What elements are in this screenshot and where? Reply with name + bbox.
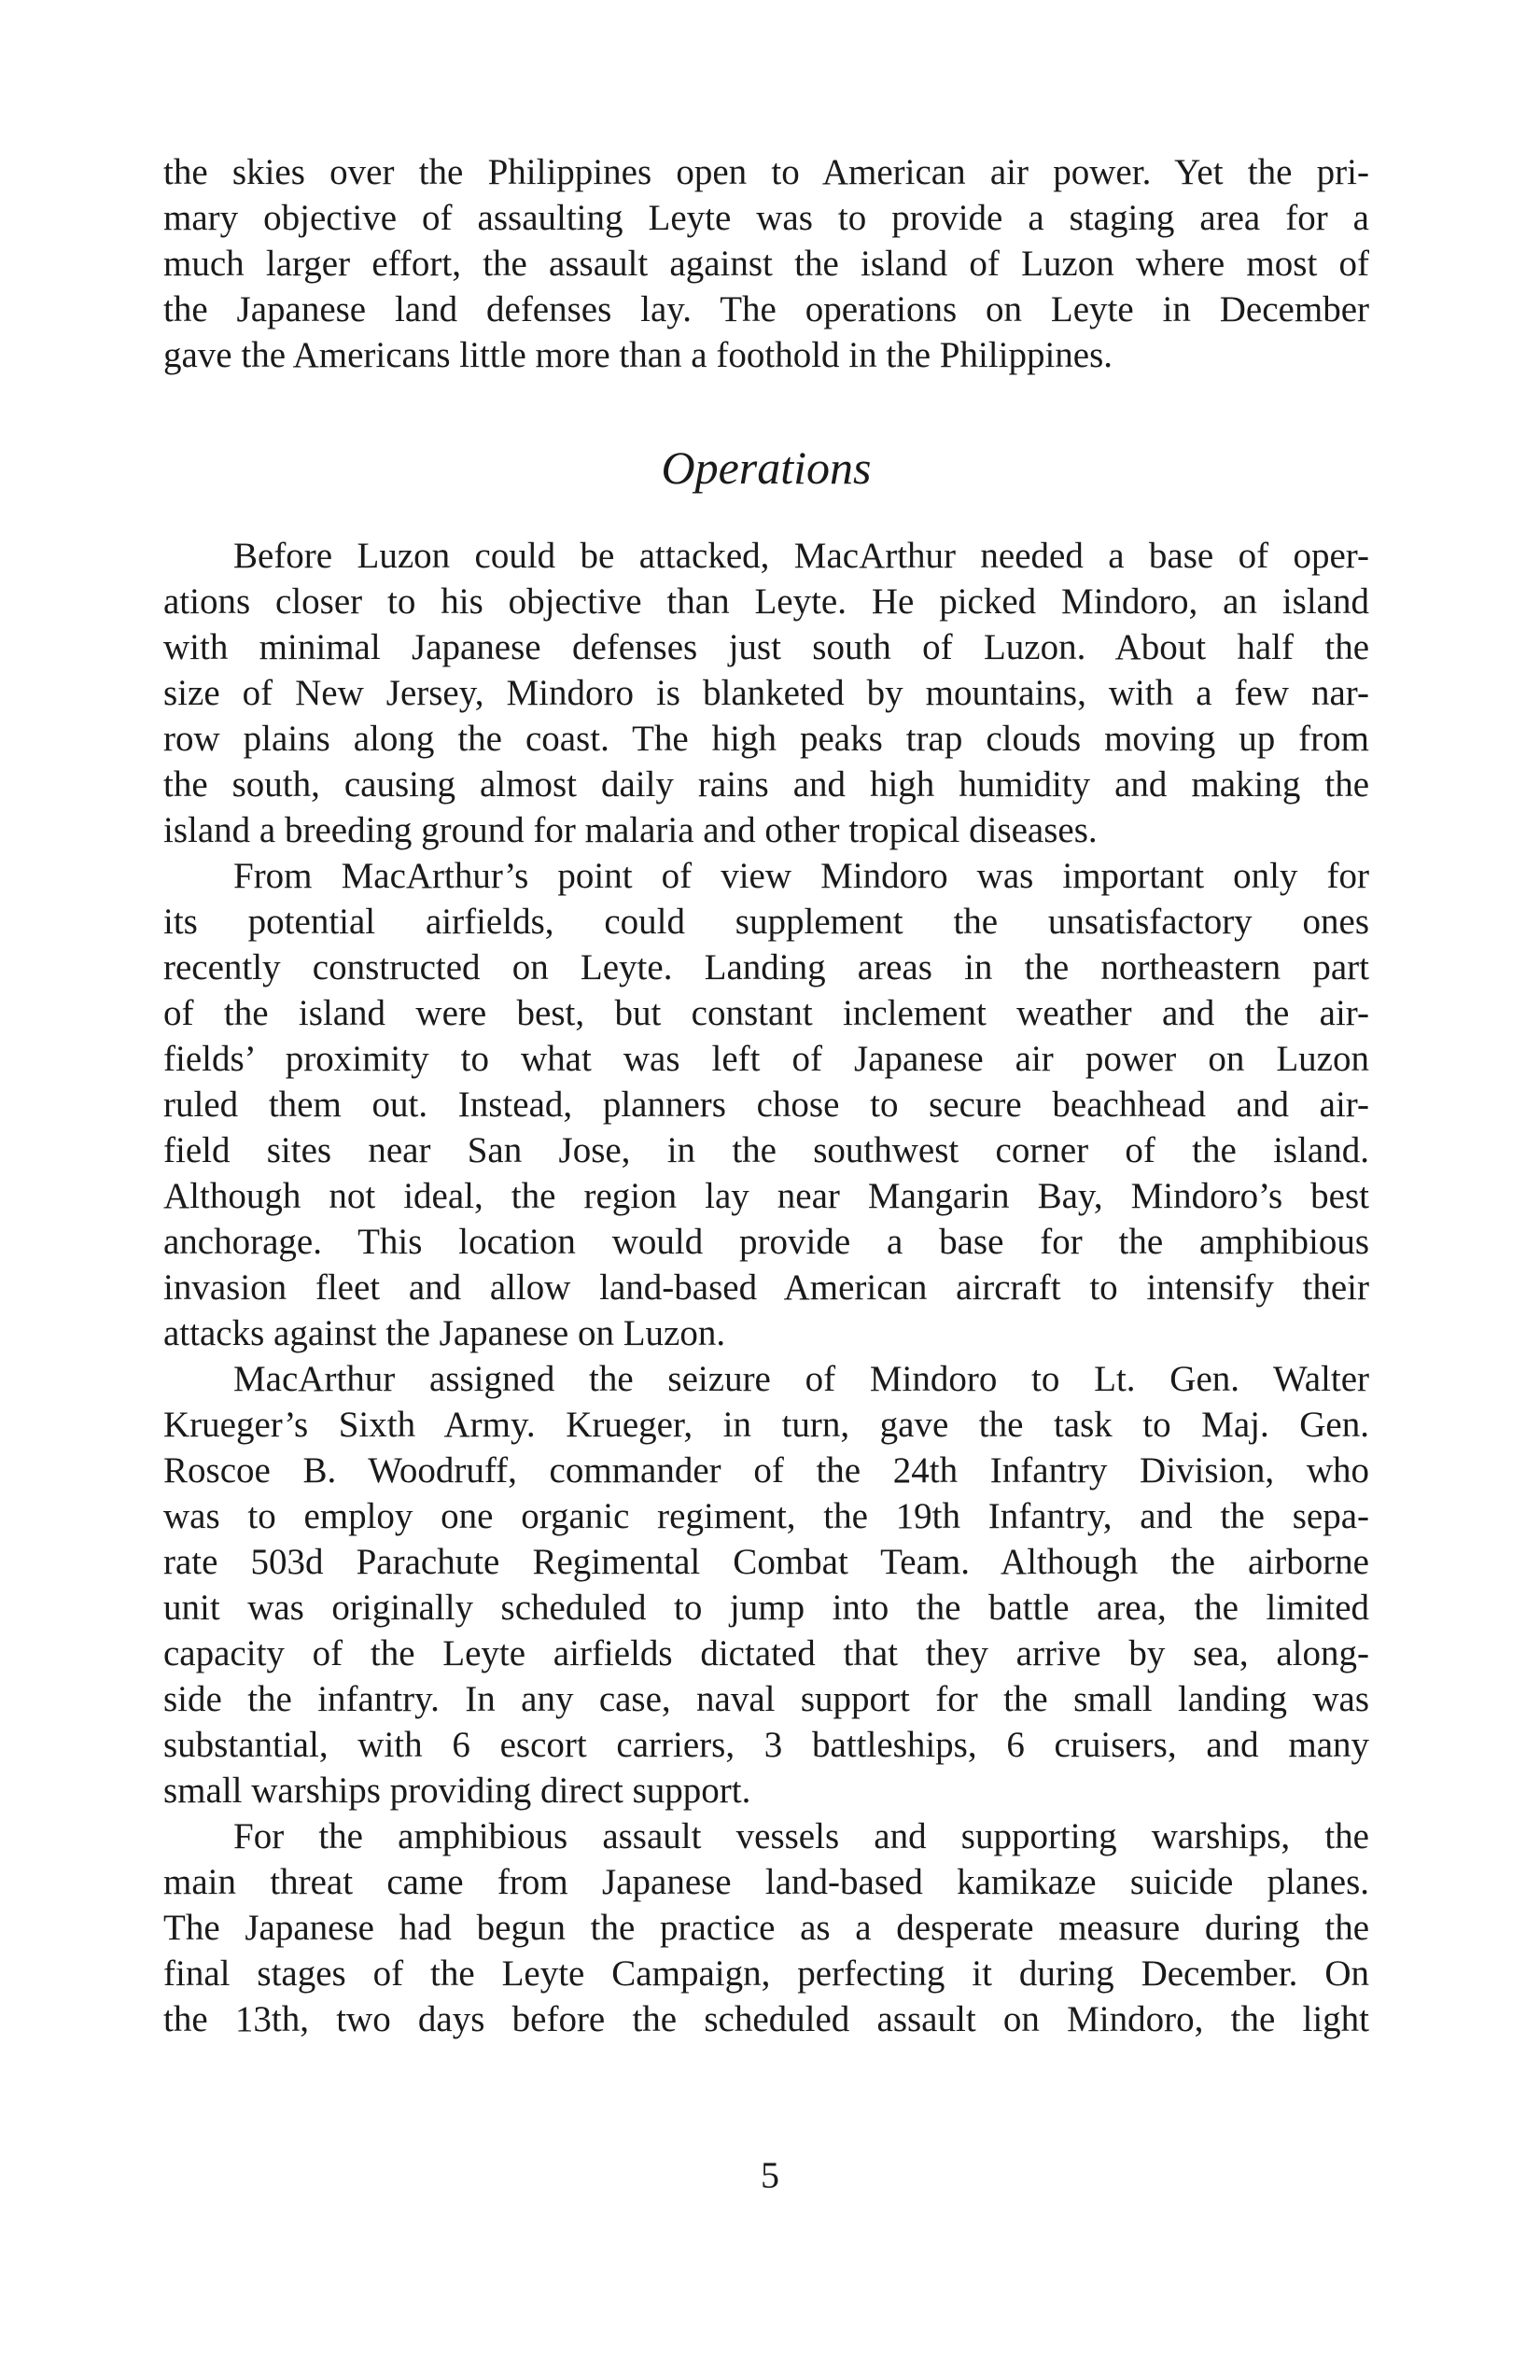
text-line: fields’ proximity to what was left of Japanese air power on Luzon	[163, 1039, 1369, 1079]
text-line: much larger effort, the assault against the island of Luzon where most of	[163, 244, 1369, 284]
text-line: rate 503d Parachute Regimental Combat Team. Although the airborne	[163, 1542, 1369, 1582]
text-line: For the amphibious assault vessels and supporting warships, the	[233, 1816, 1369, 1856]
paragraph-4	[163, 1813, 1369, 2042]
text-line: ations closer to his objective than Leyte. He picked Mindoro, an island	[163, 581, 1369, 622]
text-line: field sites near San Jose, in the southwest corner of the island.	[163, 1130, 1369, 1170]
text-line: capacity of the Leyte airfields dictated that they arrive by sea, along-	[163, 1633, 1369, 1673]
text-line: was to employ one organic regiment, the 19th Infantry, and the sepa-	[163, 1496, 1369, 1536]
text-line: gave the Americans little more than a foothold in the Philippines.	[163, 335, 1113, 375]
text-line: Roscoe B. Woodruff, commander of the 24th Infantry Division, who	[163, 1450, 1369, 1491]
text-line: row plains along the coast. The high peaks trap clouds moving up from	[163, 719, 1369, 759]
text-line: mary objective of assaulting Leyte was to provide a staging area for a	[163, 198, 1369, 238]
text-line: substantial, with 6 escort carriers, 3 battleships, 6 cruisers, and many	[163, 1725, 1369, 1765]
text-line: with minimal Japanese defenses just south of Luzon. About half the	[163, 627, 1369, 667]
text-line: size of New Jersey, Mindoro is blanketed by mountains, with a few nar-	[163, 673, 1369, 713]
page-body	[163, 149, 1369, 2042]
intro-paragraph	[163, 149, 1369, 378]
text-line: its potential airfields, could supplement the unsatisfactory ones	[163, 902, 1369, 942]
text-line: attacks against the Japanese on Luzon.	[163, 1313, 726, 1353]
section-heading: Operations	[661, 441, 872, 494]
text-line: invasion fleet and allow land-based American aircraft to intensify their	[163, 1267, 1369, 1308]
paragraph-3	[163, 1356, 1369, 1813]
text-line: of the island were best, but constant inclement weather and the air-	[163, 993, 1369, 1033]
text-line: main threat came from Japanese land-based kamikaze suicide planes.	[163, 1862, 1369, 1902]
text-line: ruled them out. Instead, planners chose to secure beachhead and air-	[163, 1085, 1369, 1125]
text-line: The Japanese had begun the practice as a desperate measure during the	[163, 1908, 1369, 1948]
text-line: side the infantry. In any case, naval support for the small landing was	[163, 1679, 1369, 1719]
text-line: island a breeding ground for malaria and other tropical diseases.	[163, 810, 1098, 850]
text-line: From MacArthur’s point of view Mindoro was important only for	[233, 856, 1369, 896]
text-line: Krueger’s Sixth Army. Krueger, in turn, gave the task to Maj. Gen.	[163, 1405, 1369, 1445]
text-line: Although not ideal, the region lay near Mangarin Bay, Mindoro’s best	[163, 1176, 1369, 1216]
text-line: MacArthur assigned the seizure of Mindoro to Lt. Gen. Walter	[233, 1359, 1369, 1399]
text-line: small warships providing direct support.	[163, 1771, 751, 1811]
page-number: 5	[761, 2154, 779, 2196]
text-line: the south, causing almost daily rains and high humidity and making the	[163, 764, 1369, 805]
text-line: Before Luzon could be attacked, MacArthur needed a base of oper-	[233, 536, 1369, 576]
paragraph-2	[163, 853, 1369, 1356]
text-line: the Japanese land defenses lay. The operations on Leyte in December	[163, 289, 1369, 329]
text-line: final stages of the Leyte Campaign, perfecting it during December. On	[163, 1953, 1369, 1994]
text-line: unit was originally scheduled to jump into the battle area, the limited	[163, 1588, 1369, 1628]
text-line: recently constructed on Leyte. Landing areas in the northeastern part	[163, 947, 1369, 987]
text-line: anchorage. This location would provide a base for the amphibious	[163, 1222, 1369, 1262]
text-line: the 13th, two days before the scheduled assault on Mindoro, the light	[163, 1999, 1369, 2039]
text-line: the skies over the Philippines open to American air power. Yet the pri-	[163, 152, 1369, 192]
paragraph-1	[163, 533, 1369, 853]
